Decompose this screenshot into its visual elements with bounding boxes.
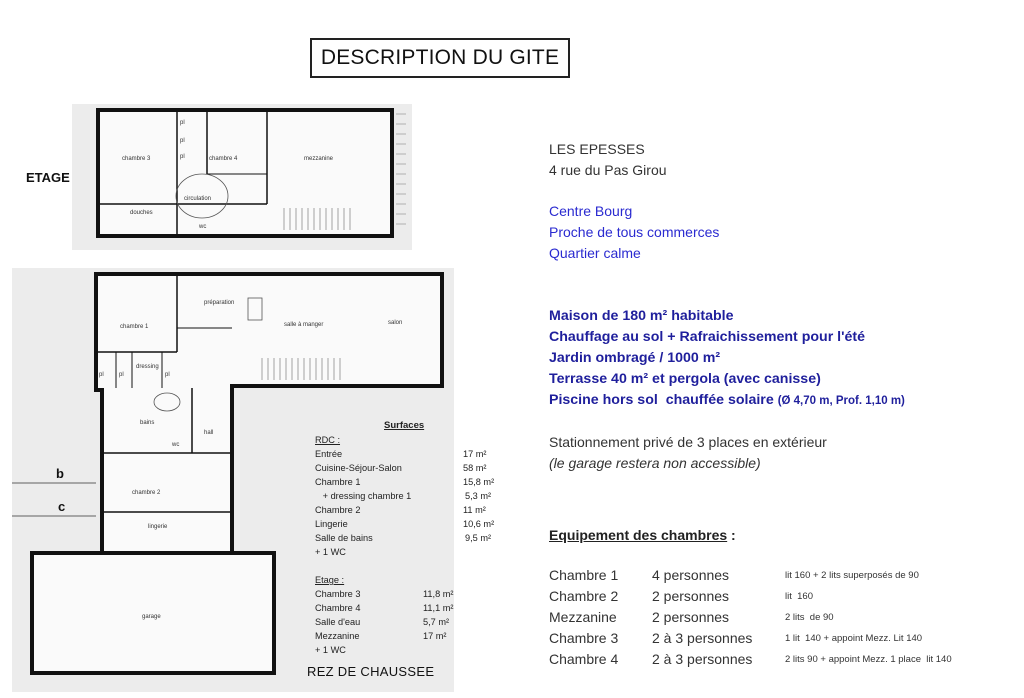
feature-line3: Jardin ombragé / 1000 m² [549, 350, 721, 366]
location-line1: Centre Bourg [549, 203, 633, 219]
equipment-title: Equipement des chambres : [549, 527, 736, 543]
etage-label: ETAGE [26, 170, 70, 185]
room-pl-rdc-3: pl [165, 372, 170, 378]
equipment-row [549, 588, 1009, 609]
room-pl-rdc-1: pl [99, 372, 104, 378]
section-marker-c: c [58, 499, 66, 514]
room-preparation: préparation [204, 300, 235, 306]
room-salle-a-manger: salle à manger [284, 322, 324, 328]
room-chambre3: chambre 3 [122, 156, 151, 162]
page-title: DESCRIPTION DU GITE [310, 38, 570, 78]
room-douches: douches [130, 210, 153, 216]
features-block [549, 306, 905, 412]
parking-block [549, 432, 827, 474]
surface-row: Chambre 2 11 m² [315, 505, 486, 515]
address-block [549, 139, 667, 181]
equipment-row [549, 567, 1009, 588]
room-dressing: dressing [136, 364, 159, 370]
equipment-capacity: 2 à 3 personnes [652, 630, 753, 646]
surface-row: + 1 WC [315, 645, 346, 655]
surface-row: Chambre 3 11,8 m² [315, 589, 454, 599]
equipment-capacity: 2 à 3 personnes [652, 651, 753, 667]
equipment-room: Chambre 3 [549, 630, 619, 646]
surfaces-heading: Surfaces [384, 420, 425, 431]
equipment-row [549, 609, 1009, 630]
feature-line5: Piscine hors sol chauffée solaire (Ø 4,70 m, Prof. 1,10 m) [549, 392, 905, 408]
equipment-capacity: 2 personnes [652, 588, 730, 604]
location-line2: Proche de tous commerces [549, 224, 720, 240]
surface-row: + 1 WC [315, 547, 346, 557]
surface-row: Chambre 4 11,1 m² [315, 603, 454, 613]
surface-row: Cuisine-Séjour-Salon 58 m² [315, 463, 487, 473]
section-marker-b: b [56, 466, 64, 481]
room-chambre4: chambre 4 [209, 156, 238, 162]
room-hall: hall [204, 430, 214, 436]
parking-line1: Stationnement privé de 3 places en extérieur [549, 434, 827, 450]
surface-row: Lingerie 10,6 m² [315, 519, 495, 529]
room-pl-upper-2: pl [180, 138, 185, 144]
equipment-beds: 2 lits 90 + appoint Mezz. 1 place lit 140 [785, 654, 952, 665]
address-line1: LES EPESSES [549, 141, 645, 157]
equipment-room: Chambre 2 [549, 588, 619, 604]
rdc-label: REZ DE CHAUSSEE [307, 664, 435, 679]
room-pl-upper-3: pl [180, 154, 185, 160]
location-line3: Quartier calme [549, 245, 641, 261]
surface-row: Entrée 17 m² [315, 449, 487, 459]
equipment-capacity: 4 personnes [652, 567, 730, 583]
room-mezzanine: mezzanine [304, 156, 334, 162]
room-garage: garage [142, 614, 161, 620]
surface-row: + dressing chambre 1 5,3 m² [315, 491, 492, 501]
equipment-capacity: 2 personnes [652, 609, 730, 625]
feature-line5-detail: (Ø 4,70 m, Prof. 1,10 m) [777, 395, 905, 407]
equipment-row [549, 630, 1009, 651]
room-pl-rdc-2: pl [119, 372, 124, 378]
room-bains: bains [140, 420, 155, 426]
room-salon: salon [388, 320, 403, 326]
feature-line1: Maison de 180 m² habitable [549, 308, 734, 324]
surfaces-rdc-label: RDC : [315, 435, 341, 445]
equipment-beds: 1 lit 140 + appoint Mezz. Lit 140 [785, 633, 923, 644]
feature-line4: Terrasse 40 m² et pergola (avec canisse) [549, 371, 821, 387]
surface-row: Salle d'eau 5,7 m² [315, 617, 450, 627]
equipment-beds: 2 lits de 90 [785, 612, 834, 623]
parking-line2: (le garage restera non accessible) [549, 455, 761, 471]
room-pl-upper-1: pl [180, 120, 185, 126]
surface-row: Chambre 1 15,8 m² [315, 477, 495, 487]
upper-floor-drawing [72, 104, 412, 250]
room-chambre1: chambre 1 [120, 324, 149, 330]
room-circulation: circulation [184, 196, 212, 202]
equipment-room: Chambre 4 [549, 651, 619, 667]
room-wc-rdc: wc [172, 442, 180, 448]
surface-row: Salle de bains 9,5 m² [315, 533, 492, 543]
equipment-beds: lit 160 + 2 lits superposés de 90 [785, 570, 919, 581]
address-line2: 4 rue du Pas Girou [549, 162, 667, 178]
room-wc-upper: wc [199, 224, 207, 230]
surfaces-etage-label: Etage : [315, 575, 345, 585]
upper-floor-plan [72, 104, 412, 250]
room-lingerie: lingerie [148, 524, 168, 530]
equipment-room: Mezzanine [549, 609, 617, 625]
surface-row: Mezzanine 17 m² [315, 631, 447, 641]
equipment-row [549, 651, 1009, 672]
feature-line2: Chauffage au sol + Rafraichissement pour l'été [549, 329, 865, 345]
equipment-room: Chambre 1 [549, 567, 619, 583]
location-block [549, 201, 719, 264]
equipment-beds: lit 160 [785, 591, 813, 602]
room-chambre2: chambre 2 [132, 490, 161, 496]
